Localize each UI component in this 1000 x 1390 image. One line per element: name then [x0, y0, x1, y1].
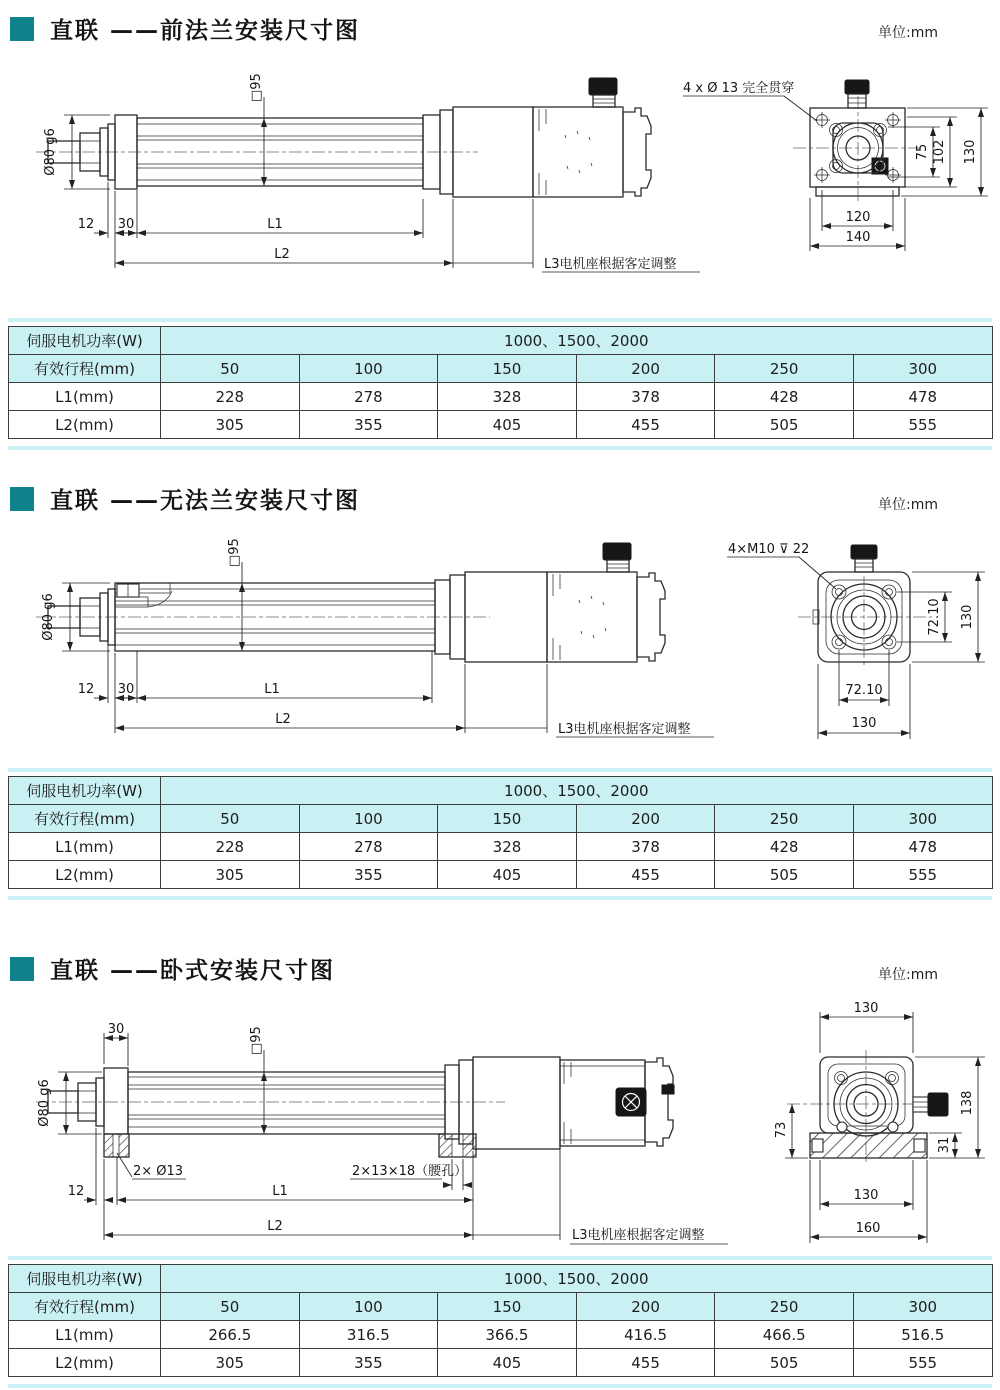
l1-cell: 366.5 — [438, 1321, 577, 1349]
section-hatch — [115, 597, 148, 607]
callout-front-holes: 2× Ø13 — [133, 1164, 184, 1179]
dim-label-l1: L1 — [264, 682, 280, 697]
l1-cell: 278 — [299, 383, 438, 411]
table-bottom-strip — [8, 896, 992, 900]
l1-cell: 316.5 — [299, 1321, 438, 1349]
spec-table-horizontal — [8, 1264, 993, 1377]
table-top-strip — [8, 1256, 992, 1260]
dim-label-rod-dia: Ø80 g6 — [41, 593, 56, 641]
dim-label-130-top: 130 — [853, 1001, 879, 1016]
stroke-cell: 50 — [161, 805, 300, 833]
l2-cell: 455 — [576, 411, 715, 439]
dim-label-73: 73 — [774, 1121, 789, 1139]
l2-cell: 505 — [715, 861, 854, 889]
drawing-horizontal-mount — [0, 995, 1000, 1253]
section-title-text: 直联 ——卧式安装尺寸图 — [50, 958, 336, 984]
stroke-cell: 100 — [299, 1293, 438, 1321]
table-top-strip — [8, 768, 992, 772]
dim-label-l2: L2 — [275, 712, 291, 727]
connector-icon — [589, 78, 617, 95]
dim-label-160: 160 — [855, 1221, 881, 1236]
l2-cell: 355 — [299, 1349, 438, 1377]
power-value-cell: 1000、1500、2000 — [161, 777, 993, 805]
dim-label-130-right: 130 — [960, 604, 975, 630]
motor-detail-marks — [579, 596, 606, 638]
stroke-cell: 50 — [161, 355, 300, 383]
callout-holes: 4 x Ø 13 完全贯穿 — [683, 81, 795, 96]
l1-cell: 228 — [161, 833, 300, 861]
stroke-cell: 100 — [299, 355, 438, 383]
dim-label-75: 75 — [915, 143, 930, 161]
stroke-cell: 250 — [715, 355, 854, 383]
dim-label-rod-dia: Ø80 g6 — [37, 1079, 52, 1127]
stroke-cell: 250 — [715, 1293, 854, 1321]
power-value-cell: 1000、1500、2000 — [161, 1265, 993, 1293]
dim-label-130: 130 — [963, 139, 978, 165]
note-l3: L3电机座根据客定调整 — [558, 722, 691, 737]
l1-cell: 378 — [576, 833, 715, 861]
note-l3: L3电机座根据客定调整 — [544, 257, 677, 272]
dim-label-l2: L2 — [267, 1219, 283, 1234]
stroke-cell: 150 — [438, 355, 577, 383]
l2-cell: 405 — [438, 861, 577, 889]
section-title-horizontal — [10, 952, 335, 985]
l2-cell: 305 — [161, 861, 300, 889]
dim-label-square95: □95 — [227, 538, 242, 567]
dim-label-30: 30 — [117, 217, 135, 232]
connector-icon — [603, 543, 631, 560]
dim-label-130-bottom: 130 — [853, 1188, 879, 1203]
stroke-label-cell: 有效行程(mm) — [9, 805, 161, 833]
table-top-strip — [8, 318, 992, 322]
l1-cell: 478 — [853, 833, 992, 861]
l2-cell: 355 — [299, 861, 438, 889]
dim-label-102: 102 — [932, 139, 947, 165]
dim-label-square95: □95 — [249, 73, 264, 102]
dim-label-l1: L1 — [272, 1184, 288, 1199]
dim-label-140: 140 — [845, 230, 871, 245]
stroke-cell: 200 — [576, 355, 715, 383]
stroke-cell: 300 — [853, 805, 992, 833]
connector-icon — [845, 80, 869, 94]
l1-label-cell: L1(mm) — [9, 833, 161, 861]
stroke-cell: 150 — [438, 805, 577, 833]
l1-cell: 328 — [438, 383, 577, 411]
motor-detail-marks — [565, 131, 592, 173]
power-label-cell: 伺服电机功率(W) — [9, 327, 161, 355]
stroke-cell: 150 — [438, 1293, 577, 1321]
l2-label-cell: L2(mm) — [9, 1349, 161, 1377]
flange-end-view — [793, 80, 922, 204]
l1-label-cell: L1(mm) — [9, 383, 161, 411]
l1-label-cell: L1(mm) — [9, 1321, 161, 1349]
connector-icon — [851, 545, 877, 559]
drawing-no-flange — [0, 515, 1000, 765]
stroke-cell: 100 — [299, 805, 438, 833]
l1-cell: 266.5 — [161, 1321, 300, 1349]
rear-end-view — [798, 545, 932, 666]
l1-cell: 478 — [853, 383, 992, 411]
dim-label-138: 138 — [960, 1090, 975, 1116]
l2-cell: 555 — [853, 411, 992, 439]
stroke-cell: 50 — [161, 1293, 300, 1321]
l2-cell: 355 — [299, 411, 438, 439]
power-label-cell: 伺服电机功率(W) — [9, 777, 161, 805]
l2-cell: 555 — [853, 1349, 992, 1377]
l2-cell: 405 — [438, 1349, 577, 1377]
l1-cell: 378 — [576, 383, 715, 411]
l2-cell: 505 — [715, 411, 854, 439]
stroke-cell: 200 — [576, 1293, 715, 1321]
title-bullet-icon — [10, 17, 34, 41]
section-title-text: 直联 ——无法兰安装尺寸图 — [50, 488, 361, 514]
section-title-front-flange — [10, 12, 360, 45]
unit-label: 单位:mm — [878, 967, 938, 983]
l2-cell: 505 — [715, 1349, 854, 1377]
l2-cell: 305 — [161, 1349, 300, 1377]
stroke-cell: 300 — [853, 1293, 992, 1321]
l1-cell: 328 — [438, 833, 577, 861]
l2-cell: 405 — [438, 411, 577, 439]
l2-cell: 455 — [576, 1349, 715, 1377]
note-l3: L3电机座根据客定调整 — [572, 1228, 705, 1243]
spec-table-no-flange — [8, 776, 993, 889]
dim-label-130-bottom: 130 — [851, 716, 877, 731]
dim-label-120: 120 — [845, 210, 871, 225]
dim-label-30: 30 — [117, 682, 135, 697]
stroke-cell: 300 — [853, 355, 992, 383]
l2-cell: 455 — [576, 861, 715, 889]
l1-cell: 278 — [299, 833, 438, 861]
mounting-base — [810, 1133, 927, 1158]
dim-label-12: 12 — [77, 217, 95, 232]
actuator-side-view — [36, 543, 665, 662]
l1-cell: 228 — [161, 383, 300, 411]
end-view-dimensions — [774, 1001, 985, 1243]
stroke-cell: 200 — [576, 805, 715, 833]
actuator-side-view — [36, 78, 651, 197]
actuator-side-view — [36, 1057, 674, 1157]
l2-label-cell: L2(mm) — [9, 411, 161, 439]
dim-label-31: 31 — [937, 1136, 952, 1154]
table-bottom-strip — [8, 1384, 992, 1388]
end-view-dimensions — [683, 80, 988, 251]
power-value-cell: 1000、1500、2000 — [161, 327, 993, 355]
l2-label-cell: L2(mm) — [9, 861, 161, 889]
socket-screws — [830, 124, 889, 175]
unit-label: 单位:mm — [878, 497, 938, 513]
l2-cell: 555 — [853, 861, 992, 889]
title-bullet-icon — [10, 957, 34, 981]
stroke-cell: 250 — [715, 805, 854, 833]
l1-cell: 516.5 — [853, 1321, 992, 1349]
stroke-label-cell: 有效行程(mm) — [9, 1293, 161, 1321]
l2-cell: 305 — [161, 411, 300, 439]
table-bottom-strip — [8, 446, 992, 450]
callout-rear-slots: 2×13×18（腰孔） — [352, 1164, 468, 1179]
dim-label-12: 12 — [77, 682, 95, 697]
dim-label-12: 12 — [67, 1184, 85, 1199]
unit-label: 单位:mm — [878, 25, 938, 41]
dim-label-7210-right: 72.10 — [927, 598, 942, 636]
side-view-dimensions — [37, 1022, 728, 1244]
power-label-cell: 伺服电机功率(W) — [9, 1265, 161, 1293]
connector-icon — [928, 1093, 948, 1116]
title-bullet-icon — [10, 487, 34, 511]
dim-label-7210-bottom: 72.10 — [845, 683, 883, 698]
l1-cell: 428 — [715, 833, 854, 861]
l1-cell: 428 — [715, 383, 854, 411]
l1-cell: 466.5 — [715, 1321, 854, 1349]
dim-label-l2: L2 — [274, 247, 290, 262]
stroke-label-cell: 有效行程(mm) — [9, 355, 161, 383]
section-title-text: 直联 ——前法兰安装尺寸图 — [50, 18, 361, 44]
foot-mount-end-view — [787, 1050, 948, 1163]
dim-label-rod-dia: Ø80 g6 — [43, 128, 58, 176]
drawing-front-flange — [0, 55, 1000, 305]
dim-label-30: 30 — [107, 1022, 125, 1037]
l1-cell: 416.5 — [576, 1321, 715, 1349]
spec-table-front-flange — [8, 326, 993, 439]
section-title-no-flange — [10, 482, 360, 515]
dim-label-l1: L1 — [267, 217, 283, 232]
dim-label-square95: □95 — [249, 1026, 264, 1055]
callout-tapped-holes: 4×M10 ⊽ 22 — [728, 542, 810, 557]
